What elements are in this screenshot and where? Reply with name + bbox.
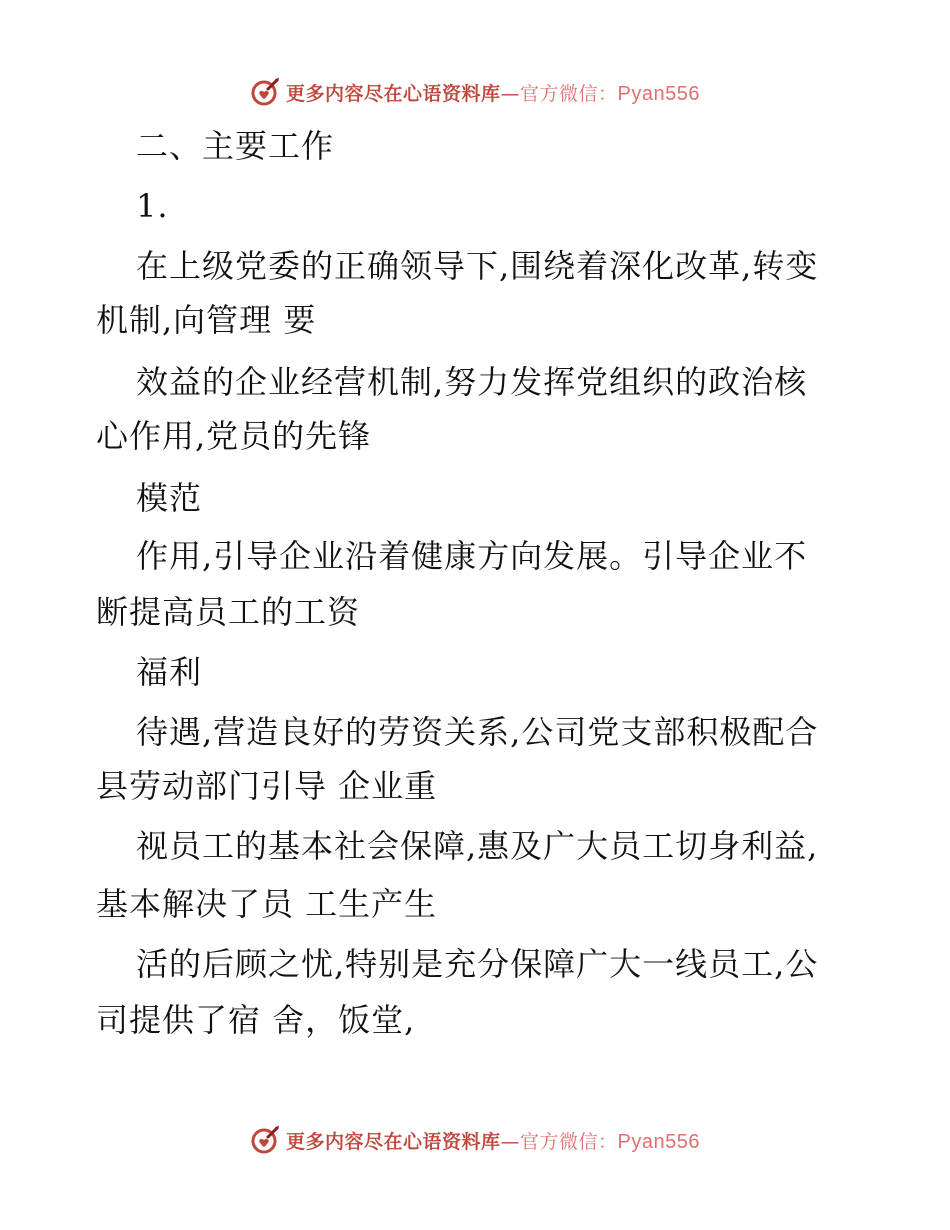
section-heading: 二、主要工作: [136, 127, 335, 165]
paragraph-line: 心作用,党员的先锋: [96, 417, 372, 455]
watermark-site-text: 更多内容尽在心语资料库: [286, 1130, 501, 1153]
paragraph-line: 司提供了宿 舍，饭堂,: [96, 1001, 416, 1039]
watermark-wechat-label: 官方微信：: [520, 82, 618, 105]
paragraph-line: 作用,引导企业沿着健康方向发展。引导企业不: [136, 537, 808, 575]
footer-watermark: [0, 1120, 950, 1160]
paragraph-line: 基本解决了员 工生产生: [96, 885, 438, 923]
item-number: 1.: [136, 187, 169, 225]
paragraph-line: 福利: [136, 653, 203, 691]
pen-heart-logo-icon: [250, 1125, 280, 1155]
paragraph-line: 机制,向管理 要: [96, 301, 317, 339]
paragraph-line: 待遇,营造良好的劳资关系,公司党支部积极配合: [136, 713, 819, 751]
watermark-wechat-label: 官方微信：: [520, 1130, 618, 1153]
paragraph-line: 县劳动部门引导 企业重: [96, 767, 438, 805]
paragraph-line: 效益的企业经营机制,努力发挥党组织的政治核: [136, 363, 808, 401]
watermark-text: [286, 79, 700, 106]
paragraph-line: 断提高员工的工资: [96, 593, 361, 631]
paragraph-line: 模范: [136, 479, 203, 517]
watermark-wechat-id: Pyan556: [617, 82, 700, 105]
paragraph-line: 在上级党委的正确领导下,围绕着深化改革,转变: [136, 247, 819, 285]
watermark-site-text: 更多内容尽在心语资料库: [286, 82, 501, 105]
pen-heart-logo-icon: [250, 77, 280, 107]
header-watermark: [0, 72, 950, 112]
watermark-dash: —: [500, 1130, 521, 1153]
watermark-text: [286, 1127, 700, 1154]
paragraph-line: 活的后顾之忧,特别是充分保障广大一线员工,公: [136, 945, 819, 983]
watermark-dash: —: [500, 82, 521, 105]
paragraph-line: 视员工的基本社会保障,惠及广大员工切身利益,: [136, 827, 819, 865]
watermark-wechat-id: Pyan556: [617, 1130, 700, 1153]
